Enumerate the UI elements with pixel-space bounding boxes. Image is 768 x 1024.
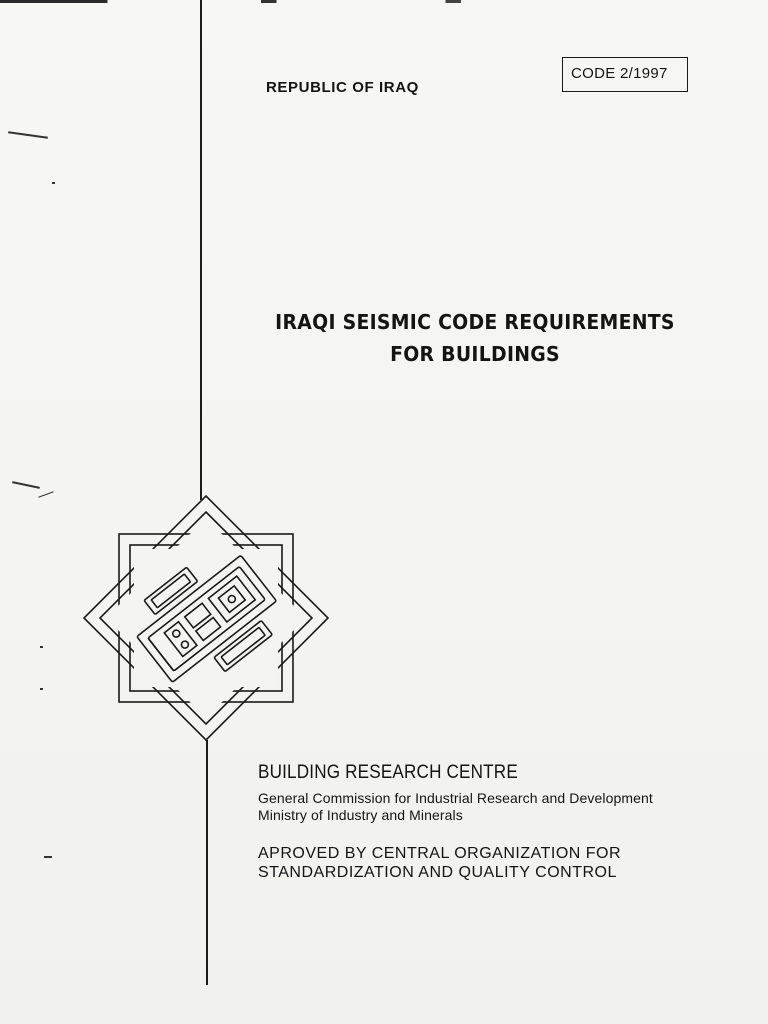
- approval-line-2: STANDARDIZATION AND QUALITY CONTROL: [258, 864, 617, 881]
- code-number: CODE 2/1997: [571, 65, 668, 82]
- scan-mark: [38, 491, 53, 497]
- organization-name: BUILDING RESEARCH CENTRE: [258, 762, 518, 783]
- binding-line-upper: [200, 0, 202, 500]
- scan-mark: [40, 688, 43, 690]
- scan-mark: [12, 481, 40, 489]
- document-title: [240, 306, 709, 370]
- scan-mark: [8, 131, 48, 139]
- binding-line-lower: [206, 740, 208, 985]
- title-line-2: FOR BUILDINGS: [390, 342, 560, 366]
- parent-organization-2: Ministry of Industry and Minerals: [258, 807, 463, 823]
- code-number-box: [562, 57, 688, 92]
- scan-top-edge: [0, 0, 768, 3]
- parent-organization-1: General Commission for Industrial Research and Development: [258, 790, 653, 806]
- approval-line-1: APROVED BY CENTRAL ORGANIZATION FOR: [258, 845, 622, 862]
- scan-mark: [40, 646, 43, 648]
- scan-mark: [52, 182, 55, 184]
- approval-statement: [258, 844, 621, 882]
- country-heading: REPUBLIC OF IRAQ: [266, 79, 419, 96]
- title-line-1: IRAQI SEISMIC CODE REQUIREMENTS: [275, 310, 675, 334]
- brc-emblem-icon: [78, 494, 334, 742]
- scan-mark: [44, 856, 52, 858]
